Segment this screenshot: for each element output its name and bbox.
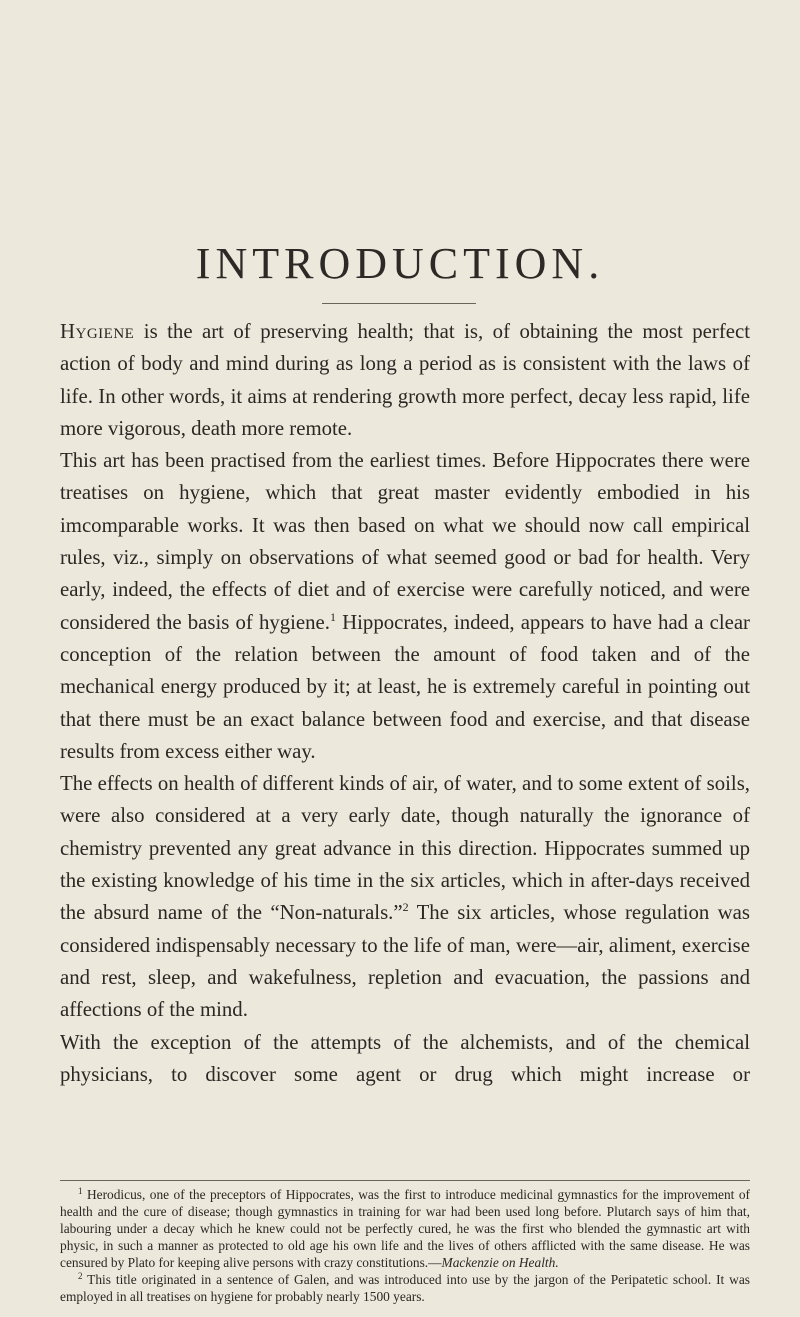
footnote-text: Herodicus, one of the preceptors of Hippocrates, was the first to introduce medicinal gymnastics for the improvement of health and the cure of disease; though gymnastics in training for war had been used long before. Plutarch says of him that, labouring under a decay which he knew could not be perfectly cured, he was the first who blended the gymnastic art with physic, in such a manner as protected to old age his own life and the lives of others afflicted with the same disease. He was censured by Plato for keeping alive persons with crazy constitutions.— bbox=[60, 1187, 750, 1270]
footnote-text: This title originated in a sentence of Galen, and was introduced into use by the jargon of the Peripatetic school. It was employed in all treatises on hygiene for probably nearly 1500 years. bbox=[60, 1272, 750, 1304]
footnote-number: 2 bbox=[78, 1271, 83, 1281]
lead-word: Hygiene bbox=[60, 320, 135, 343]
paragraph-3 bbox=[60, 768, 750, 1026]
footnote-divider bbox=[60, 1180, 750, 1181]
footnote-2 bbox=[60, 1271, 750, 1305]
paragraph-text: With the exception of the attempts of the alchemists, and of the chemical physicians, to discover some agent or drug which might increase or bbox=[60, 1030, 750, 1086]
paragraph-text: This art has been practised from the earliest times. Before Hippocrates there were treatises on hygiene, which that great master evidently embodied in his imcomparable works. It was then based on what we should now call empirical rules, viz., simply on observations of what seemed good or bad for health. Very early, indeed, the effects of diet and of exercise were carefully noticed, and were considered the basis of hygiene. bbox=[60, 449, 750, 634]
paragraph-text: The effects on health of different kinds of air, of water, and to some extent of soils, were also considered at a very early date, though naturally the ignorance of chemistry prevented any great advance in this direction. Hippocrates summed up the existing knowledge of his time in the six articles, which in after-days received the absurd name of the “Non-naturals.” bbox=[60, 772, 750, 925]
footnote-source: Mackenzie on Health. bbox=[441, 1255, 559, 1270]
page-title: INTRODUCTION. bbox=[195, 239, 605, 288]
body-text bbox=[60, 316, 750, 1091]
footnotes bbox=[60, 1186, 750, 1305]
paragraph-4 bbox=[60, 1027, 750, 1092]
paragraph-text-continued: The six articles, whose regulation was considered indispensably necessary to the life of man, were—air, aliment, exercise and rest, sleep, and wakefulness, repletion and evacuation, the passions and affections of the mind. bbox=[60, 901, 751, 1022]
paragraph-1 bbox=[60, 316, 750, 445]
footnote-ref: 1 bbox=[329, 609, 336, 624]
paragraph-text: is the art of preserving health; that is, of obtaining the most perfect action of body and mind during as long a period as is consistent with the laws of life. In other words, it aims at rendering growth more perfect, decay less rapid, life more vigorous, death more remote. bbox=[60, 320, 750, 440]
footnote-number: 1 bbox=[78, 1186, 83, 1196]
title-divider bbox=[322, 303, 476, 304]
paragraph-text-continued: Hippocrates, indeed, appears to have had a clear conception of the relation between the amount of food taken and of the mechanical energy produced by it; at least, he is extremely careful in pointing out that there must be an exact balance between food and exercise, and that disease results from excess either way. bbox=[60, 610, 750, 763]
footnote-1 bbox=[60, 1186, 750, 1271]
footnote-ref: 2 bbox=[402, 900, 409, 915]
paragraph-2 bbox=[60, 445, 750, 768]
